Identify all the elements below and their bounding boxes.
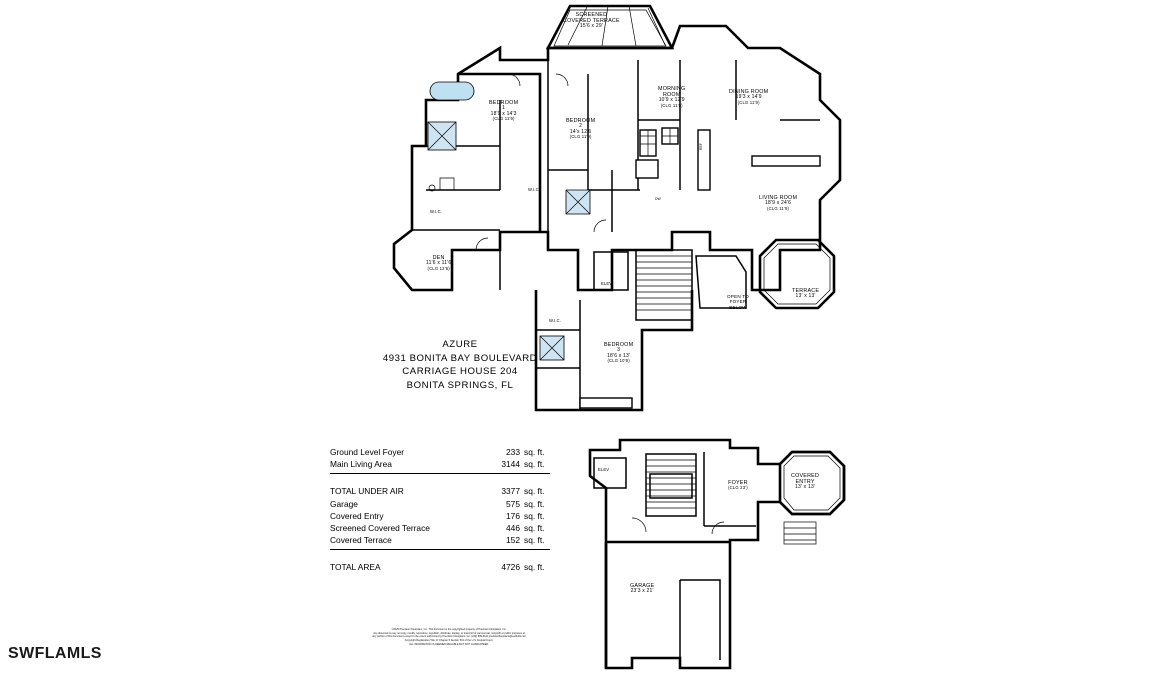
room-terrace: TERRACE 13' x 13' [792,288,820,300]
project-city: BONITA SPRINGS, FL [406,379,514,391]
room-dining-room: DINING ROOM 19'3 x 14'9 (CLG 11'9) [729,89,769,105]
project-unit: CARRIAGE HOUSE 204 [402,366,518,378]
room-den: DEN 11'6 x 11'6 (CLG 12'6) [426,255,452,271]
label-elev-upper: ELEV [601,281,613,286]
label-open-to-foyer-below: OPEN TO FOYER BELOW [727,294,749,310]
room-foyer: FOYER (CLG 23') [728,480,748,491]
room-bedroom-1: BEDROOM 1 18'9 x 14'3 (CLG 11'9) [489,100,519,122]
project-name: AZURE [442,339,478,350]
title-block [330,338,590,392]
table-row: Covered Entry 176 sq. ft. [330,510,545,521]
divider [330,473,550,474]
label-refrigerator: REF [699,142,703,150]
room-bedroom-2: BEDROOM 2 14'x 12'6 (CLG 11'9) [566,118,596,140]
table-row: Main Living Area 3144 sq. ft. [330,459,545,470]
label-wic-1: W.I.C. [430,209,442,214]
label-dishwasher: DW [655,197,661,201]
area-summary-table [330,446,550,574]
ground-level-floorplan [580,430,880,674]
room-morning-room: MORNING ROOM 10'9 x 12'9 (CLG 11'9) [658,86,686,108]
watermark: SWFLAMLS [8,645,102,662]
room-living-room: LIVING ROOM 18'9 x 24'6 (CLG 11'9) [759,195,798,211]
table-row: TOTAL UNDER AIR 3377 sq. ft. [330,486,545,497]
project-address: 4931 BONITA BAY BOULEVARD [382,352,538,364]
table-row: Screened Covered Terrace 446 sq. ft. [330,522,545,533]
table-row: Garage 575 sq. ft. [330,498,545,509]
label-wic-3: W.I.C. [549,318,561,323]
copyright-notice: ©2025 Precision Floorplans, Inc. This document is the copyrighted property of Precision Floorplans, Inc. Any dimensions may not copy, modify, reproduce, republish, distribute, display, or transmit for commercial, nonprofit or public purposes of any portion of this document except to the extent authorized by Precision Floorplans, Inc. (239) 699-9111 precisionfloorplans@earthlink.net Copyright Registration Title 17 Chapter 5 Section 501 of the U.S. Federal Court. ALL INFORMATION IS DEEMED RELIABLE BUT NOT GUARANTEED. [372,628,526,646]
room-garage: GARAGE 23'3 x 21' [630,583,655,595]
table-row-total: TOTAL AREA 4726 sq. ft. [330,562,545,573]
label-wic-2: W.I.C. [528,187,540,192]
divider [330,549,550,550]
table-row: Ground Level Foyer 233 sq. ft. [330,447,545,457]
room-bedroom-3: BEDROOM 3 18'6 x 13' (CLG 10'9) [604,342,634,364]
label-elev-lower: ELEV [598,467,610,472]
table-row: Covered Terrace 152 sq. ft. [330,535,545,546]
room-screened-terrace: SCREENED COVERED TERRACE 15'6 x 29' [563,12,620,30]
room-covered-entry: COVERED ENTRY 13' x 13' [791,473,820,491]
